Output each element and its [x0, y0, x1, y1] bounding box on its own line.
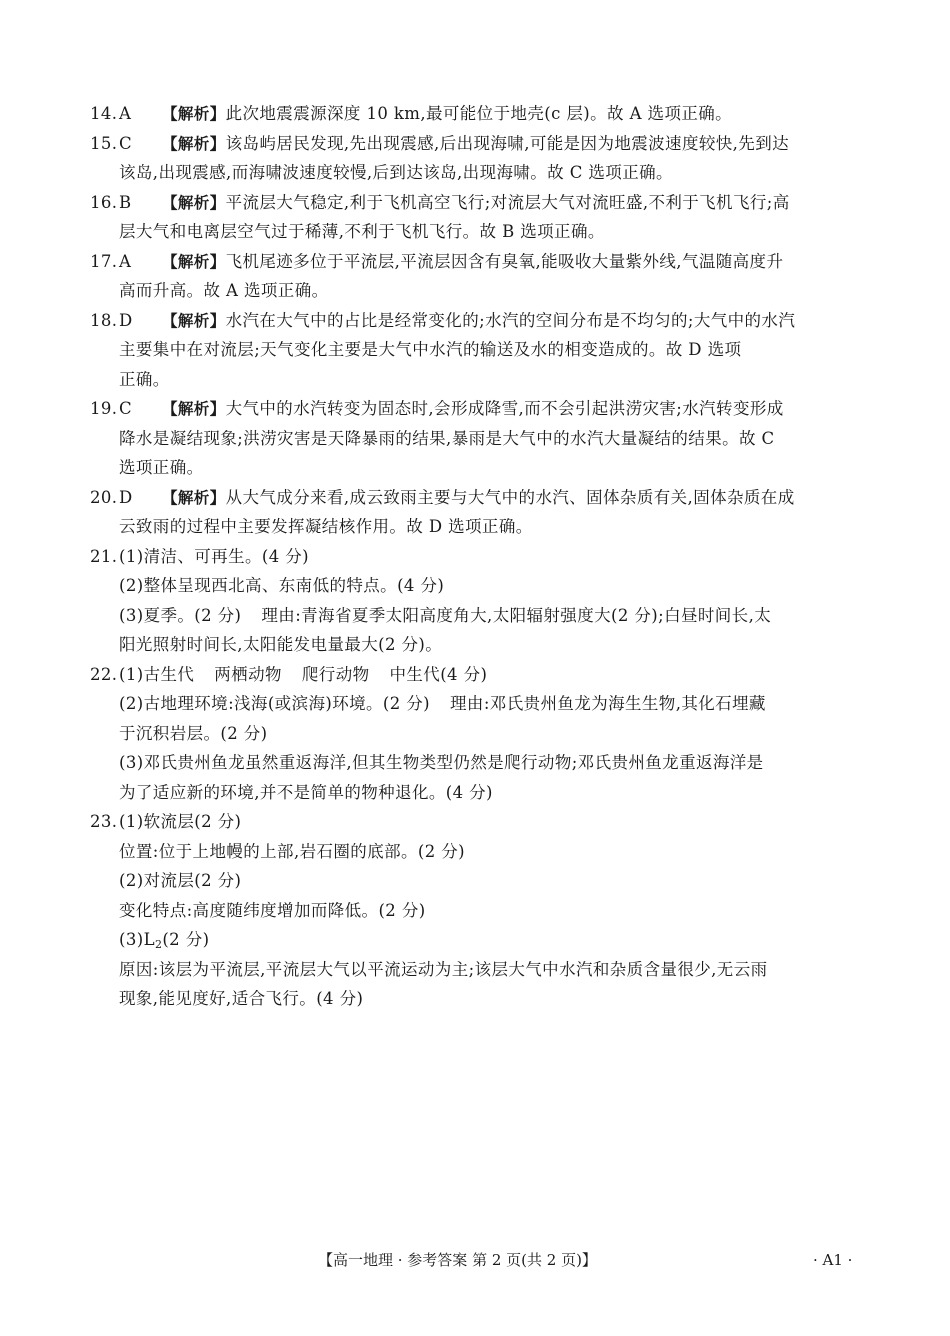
q22-part3: (3)邓氏贵州鱼龙虽然重返海洋,但其生物类型仍然是爬行动物;邓氏贵州鱼龙重返海洋是: [119, 753, 764, 772]
analysis-continuation: 该岛,出现震感,而海啸波速度较慢,后到达该岛,出现海啸。故 C 选项正确。: [119, 163, 673, 182]
question-number: 16.: [90, 192, 118, 212]
analysis-text: 此次地震震源深度 10 km,最可能位于地壳(c 层)。故 A 选项正确。: [225, 104, 733, 123]
footer-mark: · A1 ·: [813, 1251, 853, 1269]
analysis-continuation: 云致雨的过程中主要发挥凝结核作用。故 D 选项正确。: [119, 517, 533, 536]
question-number: 22.: [90, 664, 118, 684]
analysis-tag: 【解析】: [162, 400, 226, 418]
answer-18: [90, 306, 865, 336]
answer-choice: B: [119, 192, 132, 212]
analysis-continuation: 层大气和电离层空气过于稀薄,不利于飞机飞行。故 B 选项正确。: [119, 222, 605, 241]
question-number: 14.: [90, 104, 118, 123]
footer-title: 【高一地理 · 参考答案 第 2 页(共 2 页)】: [318, 1251, 597, 1269]
answer-choice: D: [119, 487, 133, 507]
q23-part3-reason: 原因:该层为平流层,平流层大气以平流运动为主;该层大气中水汽和杂质含量很少,无云雨: [119, 959, 768, 979]
analysis-text: 从大气成分来看,成云致雨主要与大气中的水汽、固体杂质有关,固体杂质在成: [225, 487, 795, 507]
q23-part1-position: 位置:位于上地幔的上部,岩石圈的底部。(2 分): [119, 841, 466, 861]
analysis-tag: 【解析】: [162, 311, 226, 330]
q23-part2: (2)对流层(2 分): [119, 871, 242, 890]
answer-20: [90, 483, 865, 513]
answer-19: [90, 394, 865, 424]
analysis-text: 飞机尾迹多位于平流层,平流层因含有臭氧,能吸收大量紫外线,气温随高度升: [225, 251, 784, 271]
q21-part3-cont: 阳光照射时间长,太阳能发电量最大(2 分)。: [119, 635, 443, 654]
analysis-continuation: 主要集中在对流层;天气变化主要是大气中水汽的输送及水的相变造成的。故 D 选项: [119, 340, 742, 359]
answer-choice: A: [119, 251, 132, 271]
analysis-continuation: 选项正确。: [119, 458, 204, 477]
question-number: 21.: [90, 546, 118, 566]
q23-part3: $(3)L_2(2$ 分): [119, 930, 210, 951]
q22-part2-cont: 于沉积岩层。(2 分): [119, 723, 268, 743]
q22-part3-cont: 为了适应新的环境,并不是简单的物种退化。(4 分): [119, 782, 493, 802]
q21-part3: (3)夏季。(2 分) 理由:青海省夏季太阳高度角大,太阳辐射强度大(2 分);白昼时间长,太: [119, 605, 772, 625]
answer-choice: D: [119, 310, 133, 330]
question-number: 15.: [90, 133, 118, 153]
q22-part2: (2)古地理环境:浅海(或滨海)环境。(2 分) 理由:邓氏贵州鱼龙为海生生物,其化石埋藏: [119, 694, 766, 713]
question-number: 19.: [90, 399, 118, 418]
page-footer: [0, 1245, 950, 1275]
answer-choice: A: [119, 104, 132, 123]
answer-17: [90, 247, 865, 277]
q21-part2: (2)整体呈现西北高、东南低的特点。(4 分): [119, 576, 445, 595]
q23-part3-reason-cont: 现象,能见度好,适合飞行。(4 分): [119, 989, 364, 1008]
multiple-choice-answers: [90, 99, 865, 542]
answer-14: [90, 99, 865, 129]
analysis-tag: 【解析】: [162, 105, 226, 123]
q23-part1: 23.(1)软流层(2 分): [90, 807, 865, 837]
analysis-tag: 【解析】: [162, 193, 226, 212]
q22-part1: 22.(1)古生代 两栖动物 爬行动物 中生代(4 分): [90, 660, 865, 690]
q21-part1: 21.(1)清洁、可再生。(4 分): [90, 542, 865, 572]
analysis-text: 大气中的水汽转变为固态时,会形成降雪,而不会引起洪涝灾害;水汽转变形成: [225, 399, 784, 418]
analysis-continuation: 降水是凝结现象;洪涝灾害是天降暴雨的结果,暴雨是大气中的水汽大量凝结的结果。故 C: [119, 428, 775, 448]
analysis-tag: 【解析】: [162, 134, 226, 153]
analysis-text: 水汽在大气中的占比是经常变化的;水汽的空间分布是不均匀的;大气中的水汽: [225, 310, 796, 330]
question-number: 23.: [90, 812, 118, 831]
analysis-continuation: 高而升高。故 A 选项正确。: [119, 281, 329, 300]
answer-16: [90, 188, 865, 218]
answer-15: [90, 129, 865, 159]
analysis-tag: 【解析】: [162, 252, 226, 271]
analysis-text: 平流层大气稳定,利于飞机高空飞行;对流层大气对流旺盛,不利于飞机飞行;高: [225, 192, 790, 212]
analysis-continuation: 正确。: [119, 369, 170, 389]
answer-choice: C: [119, 133, 133, 153]
question-number: 17.: [90, 251, 118, 271]
q23-part2-feature: 变化特点:高度随纬度增加而降低。(2 分): [119, 900, 426, 920]
analysis-text: 该岛屿居民发现,先出现震感,后出现海啸,可能是因为地震波速度较快,先到达: [225, 133, 789, 153]
analysis-tag: 【解析】: [162, 488, 226, 507]
question-number: 18.: [90, 310, 118, 330]
answer-choice: C: [119, 399, 133, 418]
answer-document: [90, 99, 865, 1014]
question-number: 20.: [90, 487, 118, 507]
